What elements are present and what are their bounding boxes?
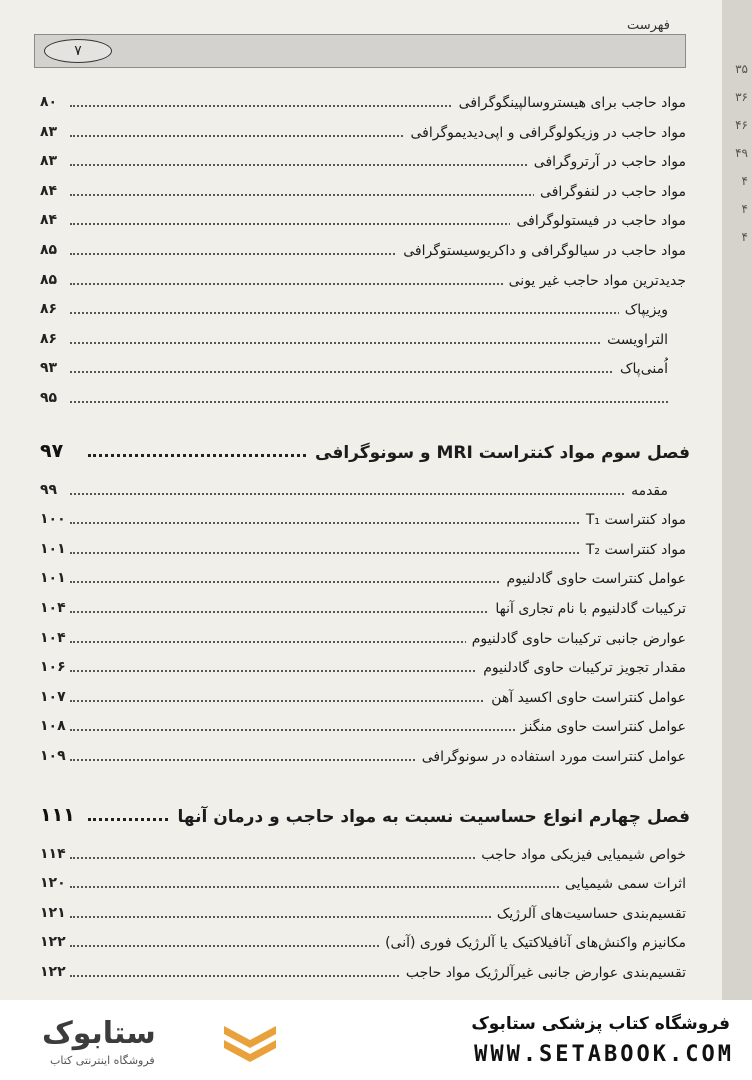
store-name: فروشگاه کتاب پزشکی ستابوک — [471, 1014, 730, 1034]
logo-tagline: فروشگاه اینترنتی کتاب — [50, 1054, 155, 1067]
toc-entry — [40, 114, 686, 142]
toc-entry — [40, 649, 686, 677]
toc-entry — [40, 531, 686, 559]
toc-page-number: ۱۰۴ — [40, 629, 66, 646]
toc-entry-title: ترکیبات گادلنیوم با نام تجاری آنها — [489, 601, 686, 617]
adjacent-page-edge — [722, 0, 752, 1000]
toc-entry — [40, 202, 686, 230]
toc-entry-title: اثرات سمی شیمیایی — [559, 876, 686, 892]
toc-entry — [40, 380, 686, 408]
toc-entry-title: مکانیزم واکنش‌های آنافیلاکتیک یا آلرژیک فوری (آنی) — [379, 935, 686, 951]
toc-entry — [40, 590, 686, 618]
toc-page-number: ۹۳ — [40, 360, 58, 377]
toc-entry-title: مواد حاجب در وزیکولوگرافی و اپی‌دیدیموگرافی — [404, 125, 686, 141]
toc-entry-title: جدیدترین مواد حاجب غیر یونی — [503, 273, 686, 289]
chapter-title: فصل چهارم انواع حساسیت نسبت به مواد حاجب و درمان آنها — [170, 807, 690, 827]
toc-page-number: ۱۲۲ — [40, 934, 66, 951]
toc-page-number: ۸۳ — [40, 153, 58, 170]
adjacent-page-number: ۴ — [741, 202, 748, 216]
toc-page-number: ۸۴ — [40, 182, 58, 199]
toc-entry — [40, 560, 686, 588]
toc-entry — [40, 924, 686, 952]
toc-entry-title: عوامل کنتراست حاوی گادلنیوم — [500, 571, 686, 587]
adjacent-page-number: ۴ — [741, 174, 748, 188]
toc-page-number: ۱۰۱ — [40, 570, 66, 587]
toc-entry-title: مقدار تجویز ترکیبات حاوی گادلنیوم — [477, 660, 686, 676]
toc-entry-title: اُمنی‌پاک — [614, 361, 668, 377]
toc-entry-title: مواد کنتراست T₁ — [580, 512, 686, 528]
chapter-page-number: ۹۷ — [40, 439, 64, 462]
toc-entry-title: تقسیم‌بندی عوارض جانبی غیرآلرژیک مواد حاجب — [400, 965, 686, 981]
toc-entry — [40, 865, 686, 893]
toc-page-number: ۸۴ — [40, 212, 58, 229]
toc-entry — [40, 738, 686, 766]
toc-page-number: ۱۲۰ — [40, 875, 66, 892]
chapter-page-number: ۱۱۱ — [40, 803, 75, 826]
toc-entry — [40, 321, 686, 349]
toc-entry-title: خواص شیمیایی فیزیکی مواد حاجب — [475, 847, 686, 863]
toc-page-number: ۱۰۶ — [40, 659, 66, 676]
toc-entry — [40, 84, 686, 112]
toc-page-number: ۱۰۴ — [40, 600, 66, 616]
toc-entry-title: عوامل کنتراست حاوی اکسید آهن — [485, 690, 686, 706]
leader-dots — [70, 493, 668, 495]
toc-entry-title: مواد حاجب برای هیستروسالپینگوگرافی — [453, 95, 686, 111]
leader-dots — [70, 371, 668, 373]
toc-entry-title: عوامل کنتراست مورد استفاده در سونوگرافی — [416, 749, 686, 765]
toc-entry-title: مواد حاجب در لنفوگرافی — [534, 184, 686, 200]
toc-entry — [40, 173, 686, 201]
toc-entry-title: مواد حاجب در سیالوگرافی و داکریوسیستوگرافی — [397, 243, 686, 259]
toc-page-number: ۱۰۷ — [40, 688, 66, 705]
toc-entry-title: عوامل کنتراست حاوی منگنز — [515, 719, 686, 735]
adjacent-page-number: ۳۵ — [735, 62, 748, 76]
toc-entry — [40, 954, 686, 982]
toc-page-number: ۹۵ — [40, 390, 58, 406]
chapter-heading — [40, 430, 690, 464]
toc-entry — [40, 350, 686, 378]
toc-page-number: ۸۰ — [40, 94, 58, 110]
adjacent-page-number: ۴۶ — [735, 118, 748, 132]
toc-entry-title: مواد حاجب در فیستولوگرافی — [510, 213, 686, 229]
chapter-title: فصل سوم مواد کنتراست MRI و سونوگرافی — [307, 443, 690, 463]
toc-entry-title: مقدمه — [625, 483, 668, 499]
toc-entry — [40, 472, 686, 500]
toc-entry — [40, 620, 686, 648]
page-number-badge: ۷ — [44, 39, 112, 63]
adjacent-page-number: ۴۹ — [735, 146, 748, 160]
toc-entry-title: التراویست — [601, 332, 668, 348]
header-bar — [34, 34, 686, 68]
toc-entry — [40, 501, 686, 529]
toc-page-number: ۱۰۸ — [40, 718, 66, 735]
toc-page-number: ۱۰۰ — [40, 511, 66, 528]
toc-entry-title: مواد حاجب در آرتروگرافی — [528, 154, 686, 170]
toc-page-number: ۸۵ — [40, 242, 58, 258]
page-header-title: فهرست — [626, 18, 670, 33]
toc-entry — [40, 262, 686, 290]
toc-page-number: ۱۰۹ — [40, 748, 66, 764]
toc-entry — [40, 679, 686, 707]
toc-page-number: ۸۵ — [40, 271, 58, 288]
toc-entry — [40, 143, 686, 171]
toc-entry-title: تقسیم‌بندی حساسیت‌های آلرژیک — [491, 906, 686, 922]
toc-page-number: ۸۳ — [40, 123, 58, 140]
toc-entry — [40, 708, 686, 736]
setabook-logo — [30, 1012, 290, 1072]
toc-page-number: ۸۶ — [40, 301, 58, 318]
toc-page-number: ۱۲۱ — [40, 904, 66, 921]
toc-entry-title: مواد کنتراست T₂ — [580, 542, 686, 558]
adjacent-page-number: ۴ — [741, 230, 748, 244]
toc-entry — [40, 895, 686, 923]
leader-dots — [70, 342, 668, 344]
leader-dots — [70, 401, 668, 403]
chapter-heading — [40, 794, 690, 828]
store-url: WWW.SETABOOK.COM — [474, 1042, 734, 1067]
leader-dots — [70, 312, 668, 314]
adjacent-page-number: ۳۶ — [735, 90, 748, 104]
toc-entry — [40, 232, 686, 260]
toc-page-number: ۸۶ — [40, 330, 58, 347]
toc-entry-title: عوارض جانبی ترکیبات حاوی گادلنیوم — [466, 631, 686, 647]
toc-entry — [40, 291, 686, 319]
chevron-logo-icon — [220, 1018, 280, 1068]
toc-page-number: ۱۱۴ — [40, 845, 66, 862]
toc-page-number: ۱۰۱ — [40, 540, 66, 557]
logo-wordmark: ستابوک — [42, 1016, 156, 1051]
toc-page-number: ۹۹ — [40, 481, 58, 498]
toc-entry — [40, 836, 686, 864]
toc-entry-title: ویزیپاک — [619, 302, 668, 318]
toc-page-number: ۱۲۲ — [40, 964, 66, 980]
store-footer — [0, 1000, 752, 1080]
